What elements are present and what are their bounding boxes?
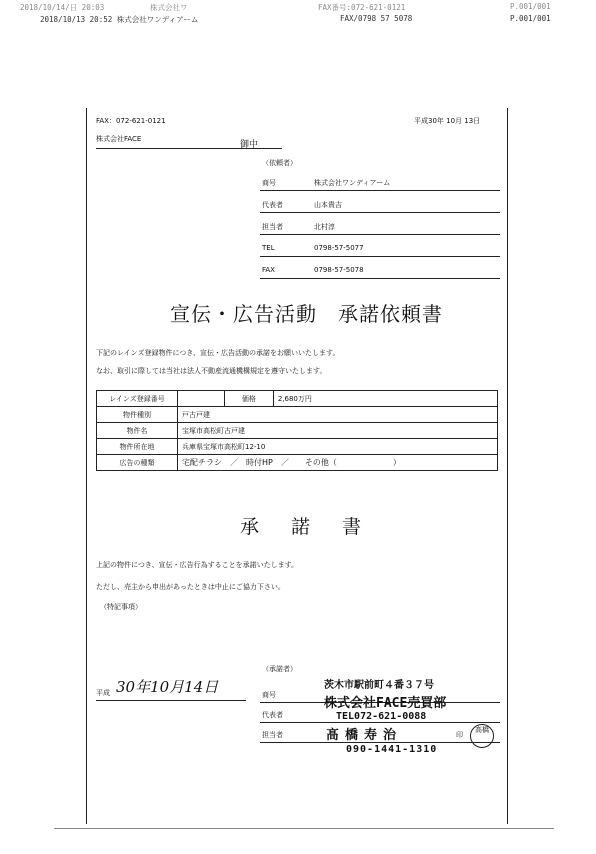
signed-era: 平成 <box>96 689 110 697</box>
personal-seal <box>470 724 494 748</box>
consent-row-label: 代表者 <box>262 711 283 719</box>
address-value: 兵庫県宝塚市高松町12-10 <box>178 439 498 455</box>
approval-line-1: 上記の物件につき、宣伝・広告行為することを承諾いたします。 <box>96 561 299 569</box>
table-row <box>97 455 498 471</box>
consent-person: 髙橋寿治 <box>326 728 403 743</box>
requester-company: 株式会社ワンディアーム <box>314 179 391 187</box>
name-value: 宝塚市高松町古戸建 <box>178 423 498 439</box>
consent-row-label: 担当者 <box>262 731 283 739</box>
requester-row-label: 担当者 <box>262 223 283 231</box>
bottom-rule <box>54 828 554 829</box>
requester-representative: 山本貴吉 <box>314 201 342 209</box>
intro-line-1: 下記のレインズ登録物件につき、宣伝・広告活動の承諾をお願いいたします。 <box>96 349 340 357</box>
signed-date: 30年10月14日 <box>116 678 219 696</box>
fax-page: P.001/001 <box>510 2 551 11</box>
date-underline <box>96 700 246 701</box>
row-rule <box>260 742 500 743</box>
method-value: 宅配チラシ ／ 時付HP ／ その他（ ） <box>178 455 498 471</box>
requester-row-label: FAX <box>262 266 275 274</box>
approval-title: 承諾書 <box>240 516 394 538</box>
document-date: 平成30年 10月 13日 <box>414 117 481 125</box>
requester-label: （依頼者） <box>262 159 297 167</box>
name-label: 物件名 <box>97 423 178 439</box>
reins-label: レインズ登録番号 <box>97 391 178 407</box>
row-rule <box>260 278 500 279</box>
type-value: 戸古戸建 <box>178 407 498 423</box>
row-rule <box>260 256 500 257</box>
row-rule <box>260 212 500 213</box>
table-row <box>97 391 498 407</box>
requester-contact: 北村淳 <box>314 223 335 231</box>
approval-line-2: ただし、売主から申出があったときは中止にご協力下さい。 <box>96 583 285 591</box>
recipient-company: 株式会社FACE <box>96 135 142 143</box>
consent-address: 茨木市駅前町４番３７号 <box>324 680 434 691</box>
document-title: 宣伝・広告活動 承諾依頼書 <box>170 302 443 326</box>
consent-tel: TEL072-621-0088 <box>336 711 427 722</box>
seal-text: 高橋 <box>475 726 489 734</box>
consent-label: （承諾者） <box>262 665 297 673</box>
type-label: 物件種別 <box>97 407 178 423</box>
recipient-honorific: 御中 <box>240 140 259 150</box>
row-rule <box>260 234 500 235</box>
requester-row-label: TEL <box>262 244 275 252</box>
address-label: 物件所在地 <box>97 439 178 455</box>
requester-row-label: 代表者 <box>262 201 283 209</box>
fax-number: FAX番号:072-621-0121 <box>318 3 406 12</box>
seal-mark: 印 <box>456 731 463 739</box>
recipient-underline <box>96 148 282 149</box>
fax-sender: 株式会社ワ <box>150 3 188 12</box>
special-note: （特記事項） <box>100 603 142 611</box>
method-label: 広告の種類 <box>97 455 178 471</box>
recipient-fax: FAX：072-621-0121 <box>96 117 166 125</box>
fax-page-2: P.001/001 <box>510 14 551 23</box>
price-label: 価格 <box>224 391 273 407</box>
property-table <box>96 390 498 471</box>
consent-row-label: 商号 <box>262 691 276 699</box>
table-row <box>97 423 498 439</box>
consent-company: 株式会社FACE売買部 <box>324 696 447 711</box>
requester-tel: 0798-57-5077 <box>314 244 364 252</box>
row-rule <box>260 722 500 723</box>
fax-timestamp: 2018/10/14/日 20:03 <box>20 3 105 12</box>
price-value: 2,680万円 <box>273 391 497 407</box>
row-rule <box>260 190 500 191</box>
fax-number-2: FAX/0798 57 5078 <box>340 14 413 23</box>
requester-fax: 0798-57-5078 <box>314 266 364 274</box>
intro-line-2: なお、取引に際しては当社は法人不動産流通機構規定を遵守いたします。 <box>96 367 327 375</box>
table-row <box>97 407 498 423</box>
fax-timestamp-2: 2018/10/13 20:52 株式会社ワンディアーム <box>40 15 199 24</box>
requester-row-label: 商号 <box>262 179 276 187</box>
reins-value <box>178 391 225 407</box>
table-row <box>97 439 498 455</box>
consent-mobile: 090-1441-1310 <box>346 744 438 755</box>
